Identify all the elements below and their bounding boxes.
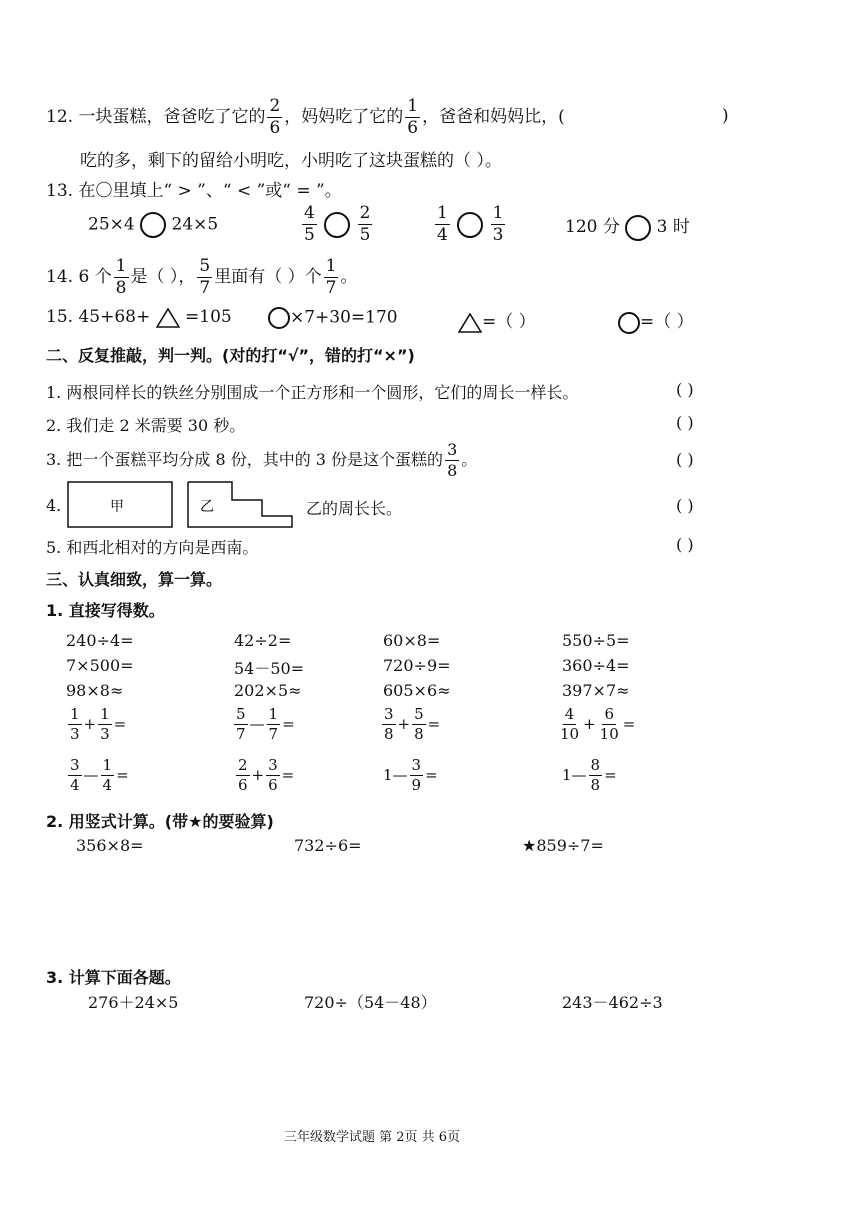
mixed-calc: 276＋24×5	[88, 993, 179, 1012]
circle-answer-blank[interactable]	[324, 212, 350, 238]
vertical-calc: 732÷6=	[294, 836, 362, 855]
oral-calc: 550÷5=	[562, 631, 630, 650]
fraction: $\frac{2}{6}$	[269, 96, 281, 138]
page-footer: 三年级数学试题 第 2页 共 6页	[284, 1130, 461, 1145]
fraction: $\frac{1}{7}$	[325, 256, 337, 298]
fraction: $\frac{1}{8}$	[115, 256, 127, 298]
judge-item-5: 5. 和西北相对的方向是西南。	[46, 538, 259, 557]
mixed-calc: 243－462÷3	[562, 993, 663, 1012]
oral-calc: 605×6≈	[383, 681, 451, 700]
oral-calc: 98×8≈	[66, 681, 124, 700]
q12-close-paren: )	[722, 106, 729, 126]
fraction-calc: $\frac{2}{6}$ + $\frac{3}{6}$ =	[238, 756, 295, 794]
q15-triangle-answer: =（ ）	[458, 307, 536, 333]
triangle-icon	[156, 308, 180, 328]
circle-icon	[618, 312, 640, 334]
circle-answer-blank[interactable]	[625, 215, 651, 241]
circle-answer-blank[interactable]	[140, 212, 166, 238]
q12-text: ，爸爸和妈妈比，(	[422, 107, 565, 127]
oral-calc: 42÷2=	[234, 631, 292, 650]
fraction: $\frac{1}{3}$	[492, 203, 504, 245]
fraction: $\frac{5}{7}$	[199, 256, 211, 298]
oral-calc: 240÷4=	[66, 631, 134, 650]
q13-item-a: 25×4 24×5	[88, 212, 218, 238]
oral-calc: 720÷9=	[383, 656, 451, 675]
q13-item-b	[300, 205, 374, 244]
sub-1-title: 1. 直接写得数。	[46, 601, 165, 620]
judge-item-4-text: 乙的周长长。	[306, 499, 403, 518]
sub-2-title: 2. 用竖式计算。(带★的要验算)	[46, 812, 274, 831]
q15-circle-eq: ×7+30=170	[268, 307, 398, 329]
circle-icon	[268, 307, 290, 329]
judge-item-3: 3. 把一个蛋糕平均分成 8 份，其中的 3 份是这个蛋糕的 $\frac{3}{8}$ 。	[46, 440, 478, 480]
judge-item-4-num: 4.	[46, 496, 62, 515]
judge-item-2: 2. 我们走 2 米需要 30 秒。	[46, 416, 246, 435]
question-14: 14. 6 个 $\frac{1}{8}$ 是（ ）， $\frac{5}{7}$ 里面有（ ）个 $\frac{1}{7}$ 。	[46, 256, 358, 298]
mixed-calc: 720÷（54－48）	[304, 993, 437, 1012]
oral-calc: 60×8=	[383, 631, 441, 650]
fraction-calc: $\frac{1}{3}$ + $\frac{1}{3}$ =	[70, 705, 127, 743]
judge-paren-2[interactable]: ( )	[676, 413, 694, 432]
judge-paren-5[interactable]: ( )	[676, 535, 694, 554]
section-3-title: 三、认真细致，算一算。	[46, 570, 223, 589]
fraction: $\frac{1}{4}$	[437, 203, 448, 245]
vertical-calc: ★859÷7=	[522, 836, 604, 855]
q15-circle-answer: =（ ）	[618, 307, 694, 334]
judge-paren-3[interactable]: ( )	[676, 450, 694, 469]
judge-paren-1[interactable]: ( )	[676, 380, 694, 399]
fraction: $\frac{3}{8}$	[447, 440, 458, 480]
label-yi: 乙	[200, 499, 214, 515]
sub-3-title: 3. 计算下面各题。	[46, 968, 181, 987]
label-jia: 甲	[110, 499, 124, 515]
oral-calc: 360÷4=	[562, 656, 630, 675]
triangle-icon	[458, 313, 482, 333]
fraction-calc: 1— $\frac{8}{8}$ =	[562, 756, 617, 794]
fraction-calc: $\frac{5}{7}$ — $\frac{1}{7}$ =	[236, 705, 295, 743]
fraction-calc: $\frac{3}{8}$ + $\frac{5}{8}$ =	[384, 705, 441, 743]
question-12-line1	[46, 98, 565, 137]
question-13-label: 13. 在〇里填上“ > ”、“ < ”或“ = ”。	[46, 181, 342, 201]
question-15: 15. 45+68+ =105	[46, 307, 232, 327]
q12-number: 12.	[46, 107, 74, 127]
q13-item-d: 120 分 3 时	[565, 212, 690, 241]
oral-calc: 397×7≈	[562, 681, 630, 700]
fraction-calc: 1— $\frac{3}{9}$ =	[383, 756, 438, 794]
fraction-calc: $\frac{4}{10}$ + $\frac{6}{10}$ =	[560, 705, 636, 743]
fraction-calc: $\frac{3}{4}$ — $\frac{1}{4}$ =	[70, 756, 129, 794]
judge-item-1: 1. 两根同样长的铁丝分别围成一个正方形和一个圆形，它们的周长一样长。	[46, 383, 579, 402]
section-2-title: 二、反复推敲，判一判。(对的打“√”，错的打“×”)	[46, 346, 415, 365]
circle-answer-blank[interactable]	[457, 212, 483, 238]
judge-paren-4[interactable]: ( )	[676, 496, 694, 515]
q13-item-c	[433, 205, 507, 244]
oral-calc: 7×500=	[66, 656, 134, 675]
fraction: $\frac{1}{6}$	[407, 96, 419, 138]
fraction: $\frac{4}{5}$	[304, 203, 315, 245]
question-12-line2: 吃的多，剩下的留给小明吃，小明吃了这块蛋糕的（ ）。	[80, 151, 502, 171]
vertical-calc: 356×8=	[76, 836, 144, 855]
q12-text: ，妈妈吃了它的	[284, 107, 404, 127]
shapes-jia-yi-diagram	[66, 480, 298, 530]
oral-calc: 202×5≈	[234, 681, 302, 700]
fraction: $\frac{2}{5}$	[359, 203, 371, 245]
oral-calc: 54－50=	[234, 659, 305, 678]
q12-text: 一块蛋糕，爸爸吃了它的	[78, 107, 266, 127]
